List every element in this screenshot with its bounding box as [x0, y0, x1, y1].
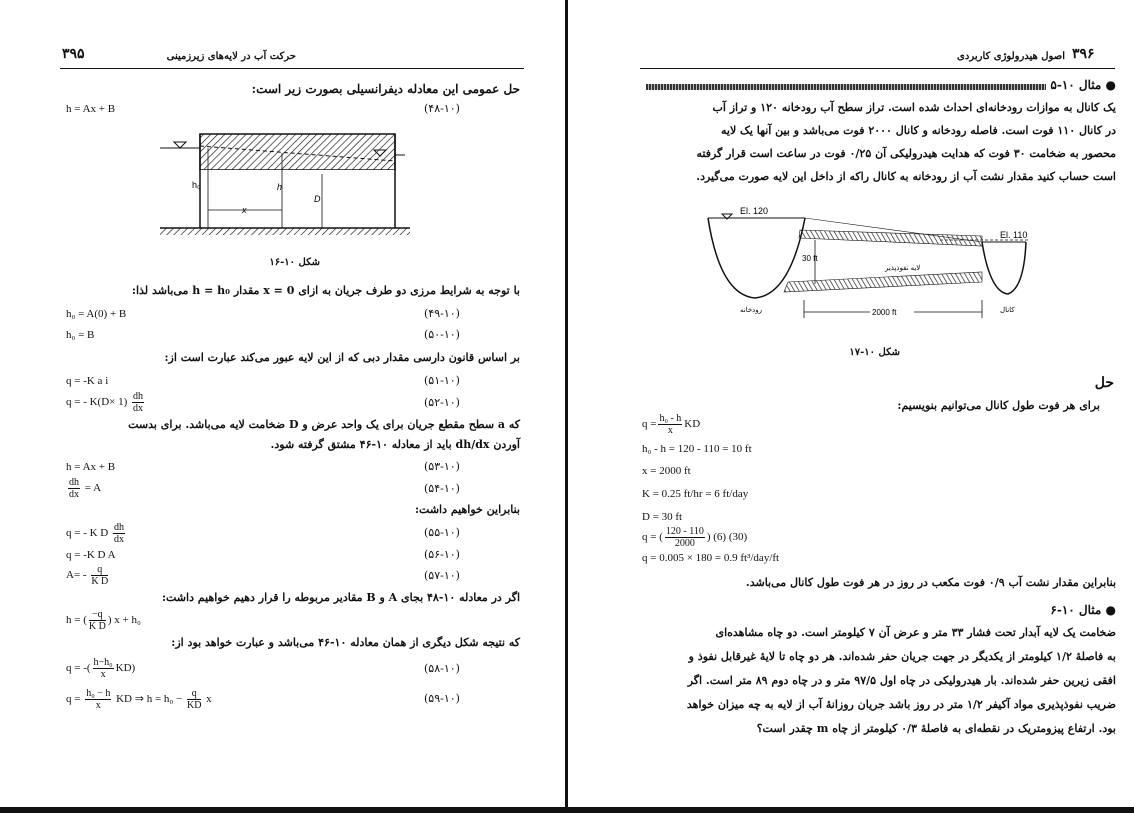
eq-substituted: h = ( $\frac{-q}{\text{K D}}$ ) x + h₀: [66, 609, 141, 632]
svg-text:2000 ft: 2000 ft: [872, 308, 897, 317]
svg-text:h: h: [277, 182, 283, 192]
figure-10-16-caption: شکل ۱۰-۱۶: [269, 257, 320, 268]
solution-intro: برای هر فوت طول کانال می‌توانیم بنویسیم:: [897, 399, 1100, 412]
example6-line-5: بود. ارتفاع پیزومتریک در نقطه‌ای به فاصلهٔ ۰/۳ کیلومتر از چاه m چقدر است؟: [756, 722, 1116, 735]
eq48-lhs: h = Ax + B: [66, 103, 116, 115]
eq52-expression: q = - K(D× 1) $\frac{dh}{dx}$: [66, 391, 144, 414]
solution-eq-x: x = 2000 ft: [642, 465, 691, 477]
svg-text:x: x: [242, 205, 247, 215]
eq56-number: (۵۶-۱۰): [424, 548, 460, 561]
example-text-line-3: محصور به ضخامت ۳۰ فوت که هدایت هیدرولیکی آن ۰/۲۵ فوت در ساعت است قرار گرفته: [696, 147, 1116, 160]
example-text-line-1: یک کانال به موازات رودخانه‌ای احداث شده است. تراز سطح آب رودخانه ۱۲۰ و تراز آب: [712, 101, 1116, 114]
solution-eq-substituted: q = ( $\frac{120 - 110}{2000}$ ) (6) (30): [642, 526, 748, 549]
svg-text:D: D: [314, 194, 321, 204]
result-text: که نتیجه شکل دیگری از همان معادله ۱۰-۴۶ می‌باشد و عبارت خواهد بود از:: [171, 636, 520, 649]
darcy-text: بر اساس قانون دارسی مقدار دبی که از این لایه عبور می‌کند عبارت است از:: [164, 351, 520, 364]
example6-line-3: افقی زیرین حفر شده‌اند. بار هیدرولیکی در چاه اول ۹۷/۵ متر و در چاه دوم ۸۹ متر است. اگر: [687, 674, 1116, 687]
impermeable-base: [160, 228, 410, 235]
conclusion-text: بنابراین مقدار نشت آب ۰/۹ فوت مکعب در روز در هر فوت طول کانال می‌باشد.: [745, 576, 1116, 589]
therefore-text: بنابراین خواهیم داشت:: [414, 503, 520, 516]
right-page: [570, 0, 1134, 813]
eq49-lhs: h₀ = A(0) + B: [66, 308, 127, 320]
example-text-line-4: است حساب کنید مقدار نشت آب از رودخانه به کانال راکه از داخل این لایه صورت می‌گیرد.: [696, 170, 1116, 183]
svg-text:کانال: کانال: [1000, 307, 1015, 314]
example-title-bar: [646, 84, 1046, 90]
left-page-number: ۳۹۵: [62, 46, 85, 62]
eq51-number: (۵۱-۱۰): [424, 374, 460, 387]
upper-confining-layer: [200, 134, 395, 170]
eq59-expression: q = $\frac{\text{h₀ − h}}{x}$ KD ⇒ h = h₀ − $\frac{q}{KD}$ x: [66, 688, 212, 711]
example-text-line-2: در کانال ۱۱۰ فوت است. فاصله رودخانه و کانال ۲۰۰۰ فوت می‌باشد و بین آنها یک لایه: [720, 124, 1116, 137]
solution-eq-q: q = $\frac{\text{h₀ - h}}{x}$ KD: [642, 413, 701, 436]
eq48-number: (۴۸-۱۰): [424, 102, 460, 115]
solution-title: حل: [1094, 375, 1114, 391]
left-intro-text: حل عمومی این معادله دیفرانسیلی بصورت زیر است:: [251, 82, 520, 96]
right-header-rule: [640, 68, 1115, 69]
example6-line-1: ضخامت یک لایه آبدار تحت فشار ۳۳ متر و عرض آن ۷ کیلومتر است. دو چاه مشاهده‌ای: [715, 626, 1116, 639]
example-10-6-title: ● مثال ۱۰-۶: [1050, 603, 1116, 617]
figure-10-17-caption: شکل ۱۰-۱۷: [849, 347, 900, 358]
bottom-edge-bar: [0, 807, 1134, 813]
substitute-text: اگر در معادله ۱۰-۴۸ بجای A و B مقادیر مربوطه را قرار دهیم خواهیم داشت:: [161, 591, 520, 604]
eq55-expression: q = - K D $\frac{dh}{dx}$: [66, 522, 125, 545]
eq54-number: (۵۴-۱۰): [424, 482, 460, 495]
example6-line-2: به فاصلهٔ ۱/۲ کیلومتر از یکدیگر در جهت جریان حفر شده‌اند. هر دو چاه تا لایهٔ غیرقابل نفوذ و: [688, 650, 1116, 663]
eq50-number: (۵۰-۱۰): [424, 328, 460, 341]
eq59-number: (۵۹-۱۰): [424, 692, 460, 705]
svg-text:لایه نفوذپذیر: لایه نفوذپذیر: [885, 265, 921, 272]
svg-text:30 ft: 30 ft: [802, 254, 818, 263]
area-text-2: آوردن dh/dx باید از معادله ۱۰-۴۶ مشتق گرفته شود.: [270, 438, 520, 451]
right-running-head: اصول هیدرولوژی کاربردی: [957, 51, 1065, 62]
example-10-5-title: ● مثال ۱۰-۵: [1050, 78, 1116, 92]
lower-confining-bed: [784, 272, 982, 292]
example6-line-4: ضریب نفوذپذیری مواد آکیفر ۱/۲ متر در روز باشد جریان روزانهٔ آب از لایه به چه میزان خواهد: [686, 698, 1116, 711]
eq58-number: (۵۸-۱۰): [424, 662, 460, 675]
canal-section: [982, 242, 1026, 294]
figure-10-17: [700, 200, 1030, 325]
eq57-expression: A= - $\frac{q}{\text{K D}}$: [66, 564, 109, 587]
area-text-1: که a سطح مقطع جریان برای یک واحد عرض و D ضخامت لایه می‌باشد. برای بدست: [128, 418, 520, 431]
right-page-number: ۳۹۶: [1072, 46, 1095, 62]
eq49-number: (۴۹-۱۰): [424, 307, 460, 320]
left-running-head: حرکت آب در لایه‌های زیرزمینی: [166, 51, 296, 62]
figure-10-16: [160, 128, 410, 240]
eq51-lhs: q = -K a i: [66, 375, 109, 387]
solution-eq-d: D = 30 ft: [642, 511, 683, 523]
boundary-text: با توجه به شرایط مرزی دو طرف جریان به ازای 0 = x مقدار h = h₀ می‌باشد لذا:: [131, 284, 520, 297]
solution-eq-result: q = 0.005 × 180 = 0.9 ft³/day/ft: [642, 552, 780, 564]
svg-text:رودخانه: رودخانه: [740, 307, 763, 314]
eq55-number: (۵۵-۱۰): [424, 526, 460, 539]
eq57-number: (۵۷-۱۰): [424, 569, 460, 582]
eq50-lhs: h₀ = B: [66, 329, 95, 341]
eq56-lhs: q = -K D A: [66, 549, 116, 561]
solution-eq-k: K = 0.25 ft/hr = 6 ft/day: [642, 488, 749, 500]
eq54-expression: $\frac{dh}{dx}$ = A: [69, 477, 102, 500]
svg-text:h₀: h₀: [192, 180, 201, 190]
eq52-number: (۵۲-۱۰): [424, 396, 460, 409]
eq53-number: (۵۳-۱۰): [424, 460, 460, 473]
svg-text:El. 110: El. 110: [1000, 230, 1028, 240]
solution-eq-head-diff: h₀ - h = 120 - 110 = 10 ft: [642, 443, 752, 455]
left-header-rule: [60, 68, 524, 69]
eq53-lhs: h = Ax + B: [66, 461, 116, 473]
svg-text:El. 120: El. 120: [740, 206, 769, 216]
eq58-expression: q = -( $\frac{\text{h−h₀}}{x}$ KD): [66, 657, 136, 680]
